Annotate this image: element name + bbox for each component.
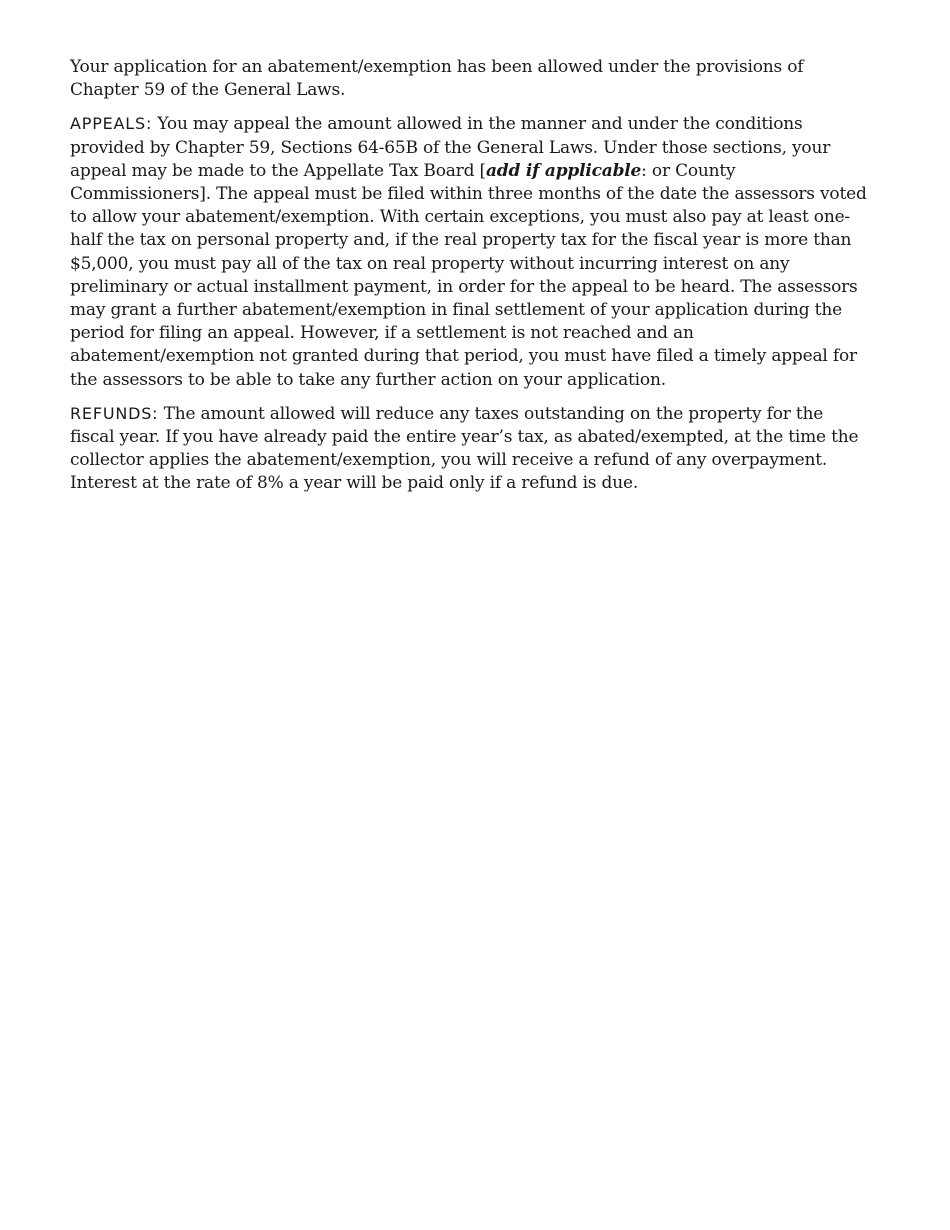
appeals-label: APPEALS: <box>70 114 153 134</box>
refunds-text: The amount allowed will reduce any taxes outstanding on the property for the fiscal year. If you have already paid the entire year’s tax, as abated/exempted, at the time the collector applies the abatement/exemption, you will receive a refund of any overpayment. Interest at the rate of 8% a year will be paid only if a refund is due. <box>70 403 859 494</box>
appeals-paragraph <box>70 112 870 391</box>
appeals-text-part2: : or County Commissioners]. The appeal must be filed within three months of the date the assessors voted to allow your abatement/exemption. With certain exceptions, you must also pay at least one-half the tax on personal property and, if the real property tax for the fiscal year is more than $5,000, you must pay all of the tax on real property without incurring interest on any preliminary or actual installment payment, in order for the appeal to be heard. The assessors may grant a further abatement/exemption in final settlement of your application during the period for filing an appeal. However, if a settlement is not reached and an abatement/exemption not granted during that period, you must have filed a timely appeal for the assessors to be able to take any further action on your application. <box>70 160 867 390</box>
document-page <box>70 56 870 506</box>
intro-text: Your application for an abatement/exemption has been allowed under the provisions of Chapter 59 of the General Laws. <box>70 57 804 101</box>
refunds-label: REFUNDS: <box>70 403 159 423</box>
refunds-paragraph <box>70 402 870 496</box>
appeals-emphasis: add if applicable <box>485 160 642 181</box>
intro-paragraph <box>70 56 870 102</box>
appeals-text-part1: You may appeal the amount allowed in the manner and under the conditions provided by Chapter 59, Sections 64-65B of the General Laws. Under those sections, your appeal may be made to the Appellate Tax Board [ <box>70 114 831 181</box>
